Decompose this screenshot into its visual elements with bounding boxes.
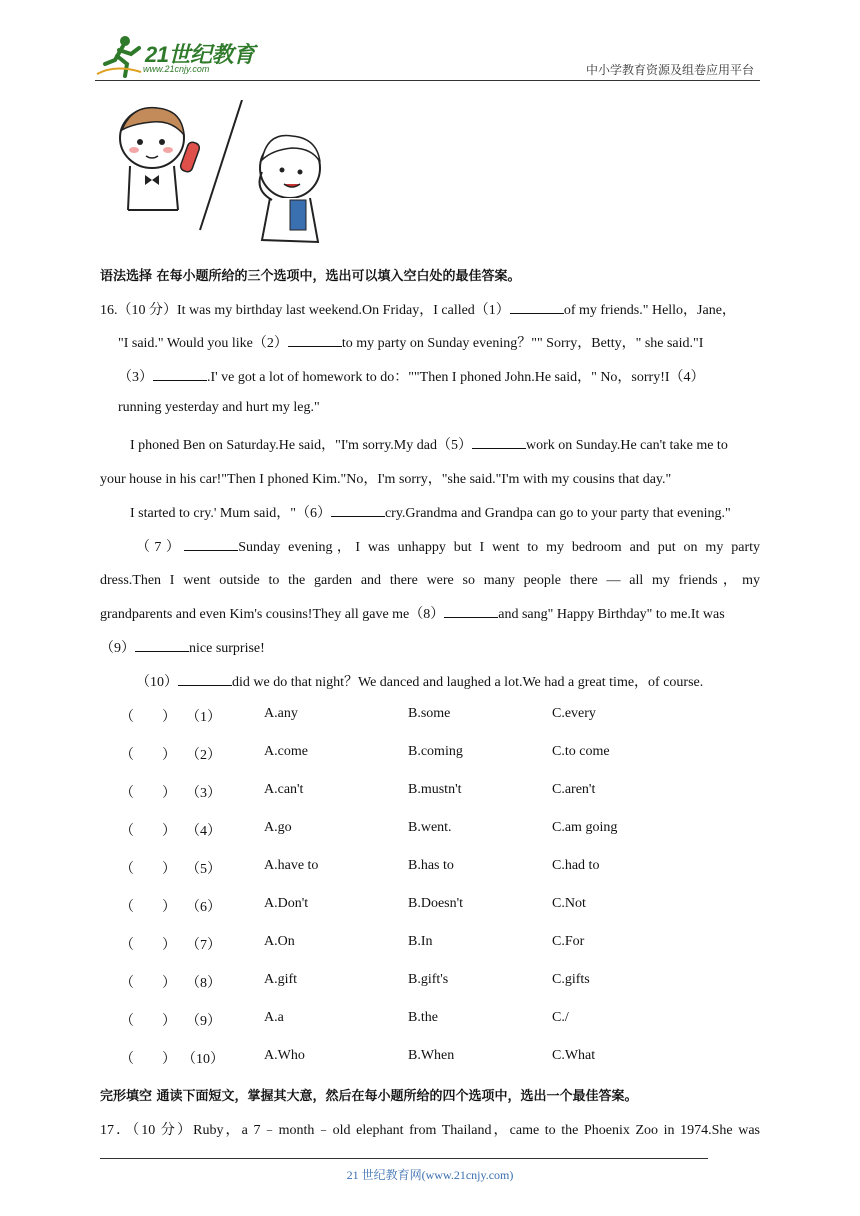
blank-3[interactable] [153, 368, 207, 381]
option-a[interactable]: A.come [264, 744, 308, 759]
answer-paren[interactable]: （ ） [120, 710, 176, 725]
blank-8[interactable] [444, 605, 498, 618]
option-c[interactable]: C.aren't [552, 782, 596, 797]
runner-logo-icon [95, 34, 143, 78]
option-c[interactable]: C.to come [552, 744, 610, 759]
blank-10[interactable] [178, 673, 232, 686]
option-number: （2） [186, 748, 221, 763]
q16-line-2 [118, 332, 703, 352]
q16-line-6: your house in his car!"Then I phoned Kim."No，I'm sorry，"she said."I'm with my cousins that day." [100, 472, 672, 487]
blank-9[interactable] [135, 639, 189, 652]
option-b[interactable]: B.Doesn't [408, 896, 464, 911]
option-a[interactable]: A.gift [264, 972, 298, 987]
answer-paren[interactable]: （ ） [120, 1052, 176, 1067]
option-a[interactable]: A.go [264, 820, 292, 835]
option-number: （3） [186, 786, 221, 801]
answer-paren[interactable]: （ ） [120, 900, 176, 915]
option-b[interactable]: B.some [408, 706, 451, 721]
footer-text: 21 世纪教育网(www.21cnjy.com) [346, 1168, 514, 1182]
phone-call-cartoon-icon [112, 100, 342, 250]
option-b[interactable]: B.gift's [408, 972, 449, 987]
text-segment: work on Sunday.He can't take me to [525, 438, 728, 453]
option-a[interactable]: A.Don't [264, 896, 309, 911]
option-a[interactable]: A.a [264, 1010, 284, 1025]
text-segment: （7） [136, 540, 185, 555]
text-segment: （9） [100, 641, 135, 656]
text-segment: cry.Grandma and Grandpa can go to your party that evening." [384, 506, 731, 521]
q16-line-4: running yesterday and hurt my leg." [118, 400, 320, 415]
text-segment: I started to cry.' Mum said，"（6） [130, 506, 331, 521]
q16-line-1 [100, 299, 736, 319]
text-segment: and sang" Happy Birthday" to me.It was [498, 607, 725, 622]
option-b[interactable]: B.coming [408, 744, 463, 759]
answer-paren[interactable]: （ ） [120, 976, 176, 991]
page-header [95, 32, 760, 81]
option-b[interactable]: B.mustn't [408, 782, 462, 797]
text-segment: of my friends." Hello，Jane， [563, 303, 736, 318]
q16-line-3 [118, 366, 705, 386]
option-b[interactable]: B.has to [408, 858, 454, 873]
option-number: （4） [186, 824, 221, 839]
text-segment: Sunday evening，I was unhappy but I went to my bedroom and put on my party [238, 540, 760, 555]
logo-text: 21世纪教育 [145, 42, 255, 67]
text-segment: "I said." Would you like（2） [118, 336, 288, 351]
option-b[interactable]: B.In [408, 934, 433, 949]
text-segment: I phoned Ben on Saturday.He said，"I'm sorry.My dad（5） [130, 438, 472, 453]
blank-7[interactable] [184, 538, 238, 551]
q16-line-9: dress.Then I went outside to the garden and there were so many people there — all my friends，my [100, 573, 760, 588]
option-c[interactable]: C.What [552, 1048, 596, 1063]
option-b[interactable]: B.When [408, 1048, 455, 1063]
option-c[interactable]: C.Not [552, 896, 586, 911]
option-c[interactable]: C./ [552, 1010, 569, 1025]
option-c[interactable]: C.every [552, 706, 596, 721]
platform-name: 中小学教育资源及组卷应用平台 [585, 63, 754, 77]
option-b[interactable]: B.went. [408, 820, 452, 835]
blank-5[interactable] [472, 436, 526, 449]
text-segment: did we do that night？We danced and laughed a lot.We had a great time，of course. [232, 675, 704, 690]
option-a[interactable]: A.have to [264, 858, 319, 873]
answer-paren[interactable]: （ ） [120, 824, 176, 839]
option-a[interactable]: A.On [264, 934, 295, 949]
q16-line-8 [136, 536, 760, 556]
blank-6[interactable] [331, 504, 385, 517]
blank-1[interactable] [510, 301, 564, 314]
option-number: （7） [186, 938, 221, 953]
q16-line-12 [136, 671, 703, 691]
text-segment: grandparents and even Kim's cousins!They all gave me（8） [100, 607, 445, 622]
option-c[interactable]: C.For [552, 934, 585, 949]
text-segment: （10） [136, 675, 178, 690]
section-title-cloze: 完形填空 通读下面短文，掌握其大意，然后在每小题所给的四个选项中，选出一个最佳答案。 [100, 1089, 638, 1104]
answer-paren[interactable]: （ ） [120, 1014, 176, 1029]
option-number: （9） [186, 1014, 221, 1029]
option-number: （5） [186, 862, 221, 877]
text-segment: nice surprise! [189, 641, 265, 656]
option-b[interactable]: B.the [408, 1010, 438, 1025]
option-a[interactable]: A.any [264, 706, 298, 721]
q16-line-5 [130, 434, 728, 454]
option-c[interactable]: C.gifts [552, 972, 590, 987]
option-number: （1） [186, 710, 221, 725]
footer-divider [100, 1158, 708, 1159]
logo-url: www.21cnjy.com [143, 64, 210, 74]
answer-paren[interactable]: （ ） [120, 938, 176, 953]
answer-paren[interactable]: （ ） [120, 748, 176, 763]
q17-line-1: 17．（10 分）Ruby，a 7﹣month﹣old elephant from Thailand，came to the Phoenix Zoo in 1974.She was [100, 1123, 760, 1138]
q16-line-11 [100, 637, 265, 657]
text-segment: .I' ve got a lot of homework to do：""Then I phoned John.He said，" No，sorry!I（4） [207, 370, 705, 385]
text-segment: 16.（10 分）It was my birthday last weekend.On Friday，I called（1） [100, 303, 510, 318]
option-c[interactable]: C.had to [552, 858, 600, 873]
option-a[interactable]: A.Who [264, 1048, 305, 1063]
text-segment: （3） [118, 370, 153, 385]
answer-paren[interactable]: （ ） [120, 862, 176, 877]
option-a[interactable]: A.can't [264, 782, 304, 797]
q16-line-10 [100, 603, 725, 623]
option-number: （6） [186, 900, 221, 915]
q16-line-7 [130, 502, 731, 522]
option-number: （10） [182, 1052, 224, 1067]
option-number: （8） [186, 976, 221, 991]
option-c[interactable]: C.am going [552, 820, 618, 835]
site-logo [95, 34, 265, 78]
blank-2[interactable] [288, 334, 342, 347]
section-title-grammar: 语法选择 在每小题所给的三个选项中，选出可以填入空白处的最佳答案。 [100, 269, 521, 284]
answer-paren[interactable]: （ ） [120, 786, 176, 801]
text-segment: to my party on Sunday evening？"" Sorry，Betty，" she said."I [341, 336, 704, 351]
